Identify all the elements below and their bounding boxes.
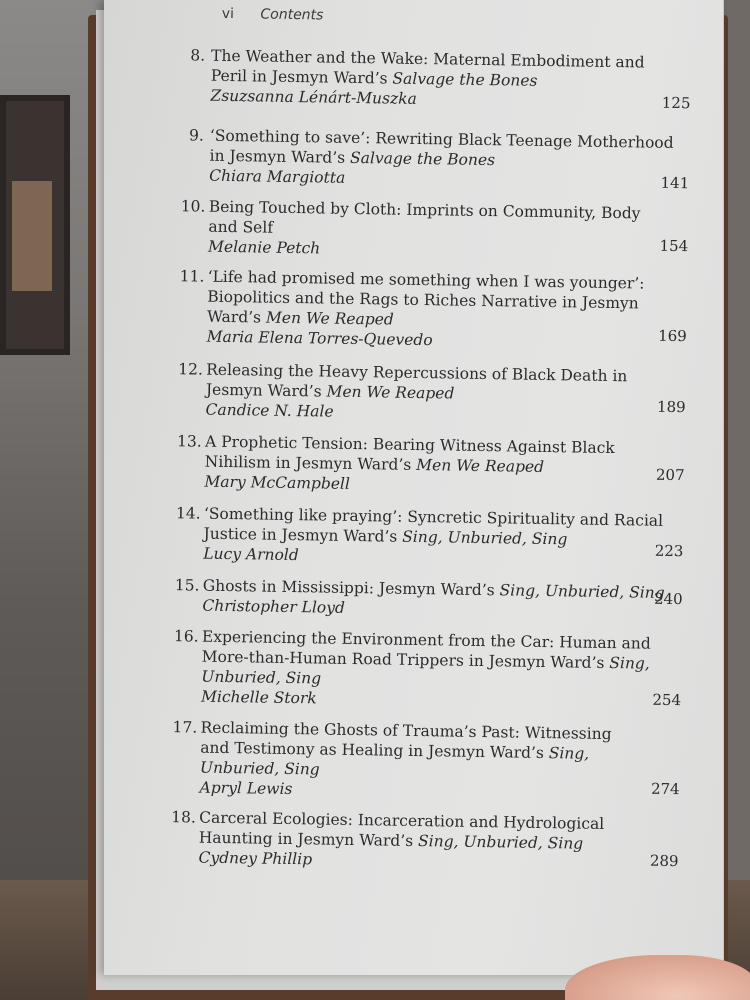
chapter-title-line: in Jesmyn Ward’s Salvage the Bones	[209, 146, 496, 170]
chapter-number: 10.	[180, 197, 206, 216]
chapter-author: Michelle Stork	[200, 687, 317, 708]
toc-entry-18	[171, 808, 679, 875]
toc-entry-8	[190, 46, 691, 113]
chapter-title-line: Unburied, Sing	[201, 667, 322, 688]
chapter-author: Maria Elena Torres-Quevedo	[206, 327, 433, 350]
chapter-page: 254	[652, 690, 682, 710]
chapter-title-line: and Testimony as Healing in Jesmyn Ward’s Sing,	[200, 738, 590, 763]
chapter-title-line: Releasing the Heavy Repercussions of Black Death in	[206, 360, 628, 386]
chapter-title-line: Nihilism in Jesmyn Ward’s Men We Reaped	[204, 452, 545, 476]
chapter-title-line: Biopolitics and the Rags to Riches Narrative in Jesmyn	[207, 287, 639, 313]
chapter-author: Cydney Phillip	[198, 848, 313, 869]
chapter-page: 141	[660, 173, 690, 193]
chapter-page: 223	[654, 541, 684, 561]
background-picture-frame	[0, 95, 70, 355]
chapter-title-line: Carceral Ecologies: Incarceration and Hydrological	[199, 808, 605, 833]
chapter-title-line: Peril in Jesmyn Ward’s Salvage the Bones	[210, 66, 538, 90]
chapter-number: 9.	[188, 126, 205, 145]
chapter-title-line: ‘Something to save’: Rewriting Black Teenage Motherhood	[209, 126, 674, 152]
running-head-title: Contents	[260, 6, 324, 24]
chapter-title-line: Experiencing the Environment from the Car: Human and	[201, 627, 651, 653]
chapter-author: Apryl Lewis	[199, 778, 293, 799]
chapter-author: Mary McCampbell	[204, 472, 351, 493]
chapter-number: 12.	[178, 360, 204, 379]
toc-entry-17	[172, 718, 680, 805]
chapter-page: 289	[649, 851, 679, 871]
chapter-page: 274	[650, 779, 680, 799]
chapter-number: 14.	[175, 504, 201, 523]
chapter-page: 169	[658, 326, 687, 346]
chapter-title-line: Ghosts in Mississippi: Jesmyn Ward’s Sing, Unburied, Sing	[202, 576, 665, 602]
chapter-page: 189	[656, 397, 686, 417]
chapter-page: 240	[653, 589, 683, 609]
chapter-author: Christopher Lloyd	[202, 596, 346, 617]
chapter-title-line: Haunting in Jesmyn Ward’s Sing, Unburied, Sing	[198, 828, 584, 853]
toc-entry-14	[175, 504, 684, 571]
chapter-title-line: and Self	[208, 217, 274, 237]
contents-page	[89, 0, 724, 985]
toc-entry-9	[188, 126, 690, 193]
chapter-number: 11.	[179, 267, 205, 286]
chapter-number: 18.	[171, 808, 196, 827]
toc-entry-11	[179, 267, 687, 354]
page-number: vi	[221, 5, 235, 23]
chapter-title-line: Ward’s Men We Reaped	[206, 307, 394, 329]
chapter-title-line: ‘Life had promised me something when I was younger’:	[207, 267, 645, 293]
chapter-author: Candice N. Hale	[205, 400, 334, 421]
chapter-number: 8.	[190, 46, 206, 65]
toc-entry-12	[178, 360, 686, 427]
chapter-page: 207	[655, 465, 685, 485]
running-head	[222, 6, 324, 24]
chapter-title-line: Justice in Jesmyn Ward’s Sing, Unburied, Sing	[203, 524, 568, 549]
chapter-title-line: Jesmyn Ward’s Men We Reaped	[205, 380, 455, 403]
chapter-author: Melanie Petch	[207, 237, 321, 258]
toc-entry-16	[173, 627, 682, 714]
chapter-number: 16.	[173, 627, 199, 646]
toc-entry-10	[180, 197, 689, 264]
chapter-author: Chiara Margiotta	[209, 166, 346, 187]
chapter-number: 17.	[172, 718, 198, 737]
chapter-author: Lucy Arnold	[203, 544, 299, 565]
chapter-title-line: ‘Something like praying’: Syncretic Spirituality and Racial	[203, 504, 664, 530]
chapter-page: 125	[661, 93, 691, 113]
chapter-title-line: A Prophetic Tension: Bearing Witness Against Black	[204, 432, 615, 458]
chapter-title-line: Being Touched by Cloth: Imprints on Community, Body	[208, 197, 641, 223]
chapter-number: 13.	[176, 432, 202, 451]
chapter-author: Zsuzsanna Lénárt-Muszka	[210, 86, 418, 108]
chapter-number: 15.	[174, 576, 200, 595]
chapter-title-line: Reclaiming the Ghosts of Trauma’s Past: Witnessing	[200, 718, 612, 744]
chapter-title-line: Unburied, Sing	[199, 758, 320, 779]
toc-entry-13	[176, 432, 685, 499]
background-picture	[12, 181, 52, 291]
chapter-page: 154	[659, 236, 689, 256]
toc-entry-15	[174, 576, 683, 623]
chapter-title-line: More-than-Human Road Trippers in Jesmyn Ward’s Sing,	[201, 647, 650, 673]
chapter-title-line: The Weather and the Wake: Maternal Embodiment and	[210, 46, 645, 72]
